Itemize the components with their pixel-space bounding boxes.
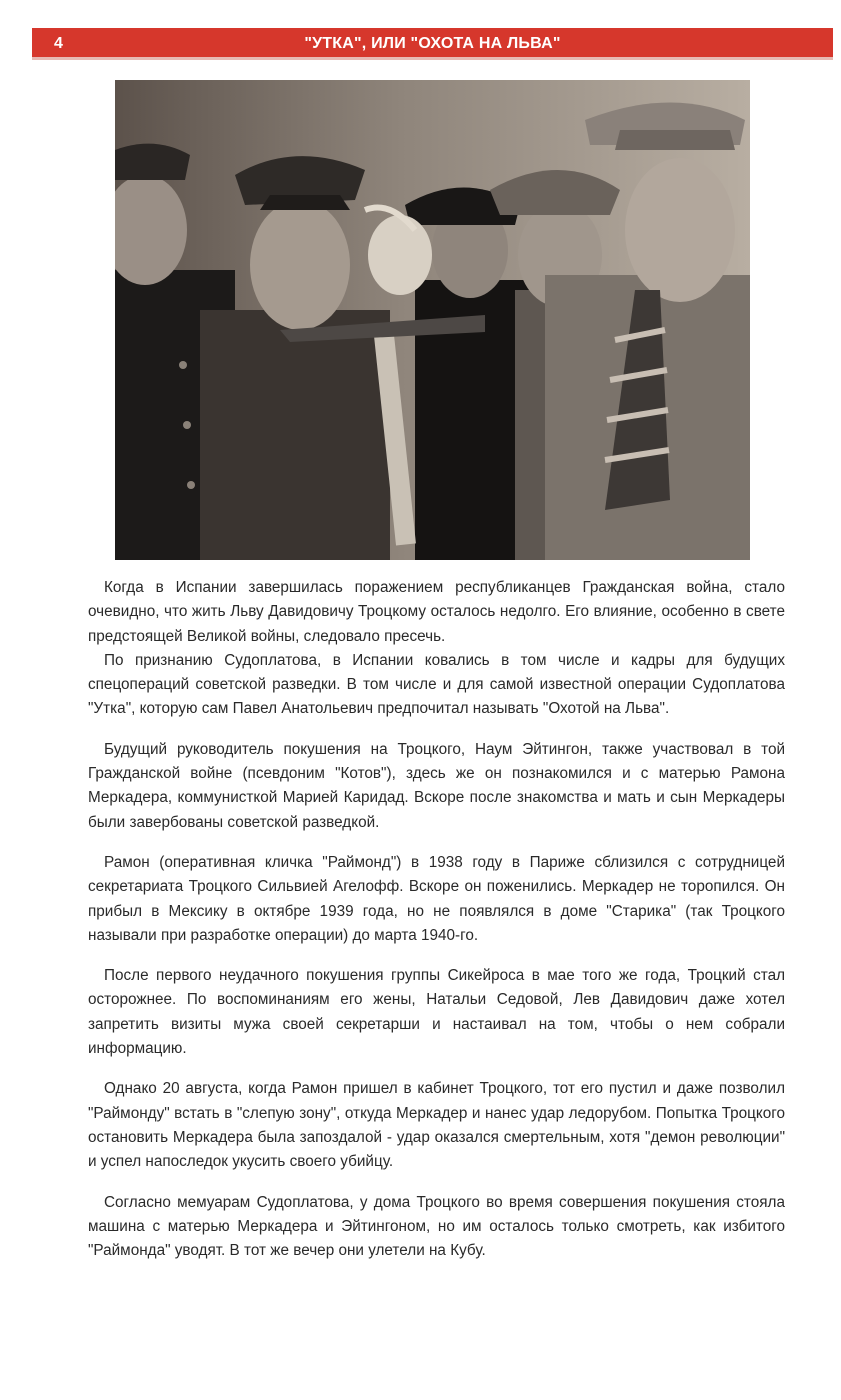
historical-photo [115,80,750,560]
article-paragraph: Рамон (оперативная кличка "Раймонд") в 1938 году в Париже сблизился с сотрудницей секретариата Троцкого Сильвией Агелофф. Вскоре он поженились. Меркадер не торопился. Он прибыл в Мексику в октябре 1939 года, но не появлялся в доме "Старика" (так Троцкого называли при разработке операции) до марта 1940-го. [88,853,785,944]
article-paragraph: Согласно мемуарам Судоплатова, у дома Троцкого во время совершения покушения стояла машина с матерью Меркадера и Эйтингоном, но им осталось только смотреть, как избитого "Раймонда" уводят. В тот же вечер они улетели на Кубу. [88,1193,785,1260]
photo-historical-group-with-ice-axe-icon [115,80,750,560]
article-body [88,576,785,1263]
article-paragraph: Будущий руководитель покушения на Троцкого, Наум Эйтингон, также участвовал в той Гражданской войне (псевдоним "Котов"), здесь же он познакомился и с матерью Рамона Меркадера, коммунисткой Марией Каридад. Вскоре после знакомства и мать и сын Меркадеры были завербованы советской разведкой. [88,740,785,831]
article-paragraph: Однако 20 августа, когда Рамон пришел в кабинет Троцкого, тот его пустил и даже позволил "Раймонду" встать в "слепую зону", откуда Меркадер и нанес удар ледорубом. Попытка Троцкого остановить Меркадера была запоздалой - удар оказался смертельным, хотя "демон революции" и успел напоследок укусить своего убийцу. [88,1080,785,1171]
article-paragraph: После первого неудачного покушения группы Сикейроса в мае того же года, Троцкий стал осторожнее. По воспоминаниям его жены, Натальи Седовой, Лев Давидович даже хотел запретить визиты мужа своей секретарши и настаивал на том, чтобы о нем собрали информацию. [88,967,785,1058]
article-paragraph: Когда в Испании завершилась поражением республиканцев Гражданская война, стало очевидно, что жить Льву Давидовичу Троцкому осталось недолго. Его влияние, особенно в свете предстоящей Великой войны, следовало пресечь. [88,579,785,645]
page-header [32,28,833,60]
page-title: "УТКА", ИЛИ "ОХОТА НА ЛЬВА" [304,35,561,52]
page-number: 4 [54,35,63,52]
article-paragraph: По признанию Судоплатова, в Испании ковались в том числе и кадры для будущих спецопераций советской разведки. В том числе и для самой известной операции Судоплатова "Утка", которую сам Павел Анатольевич предпочитал называть "Охотой на Льва". [88,651,785,718]
